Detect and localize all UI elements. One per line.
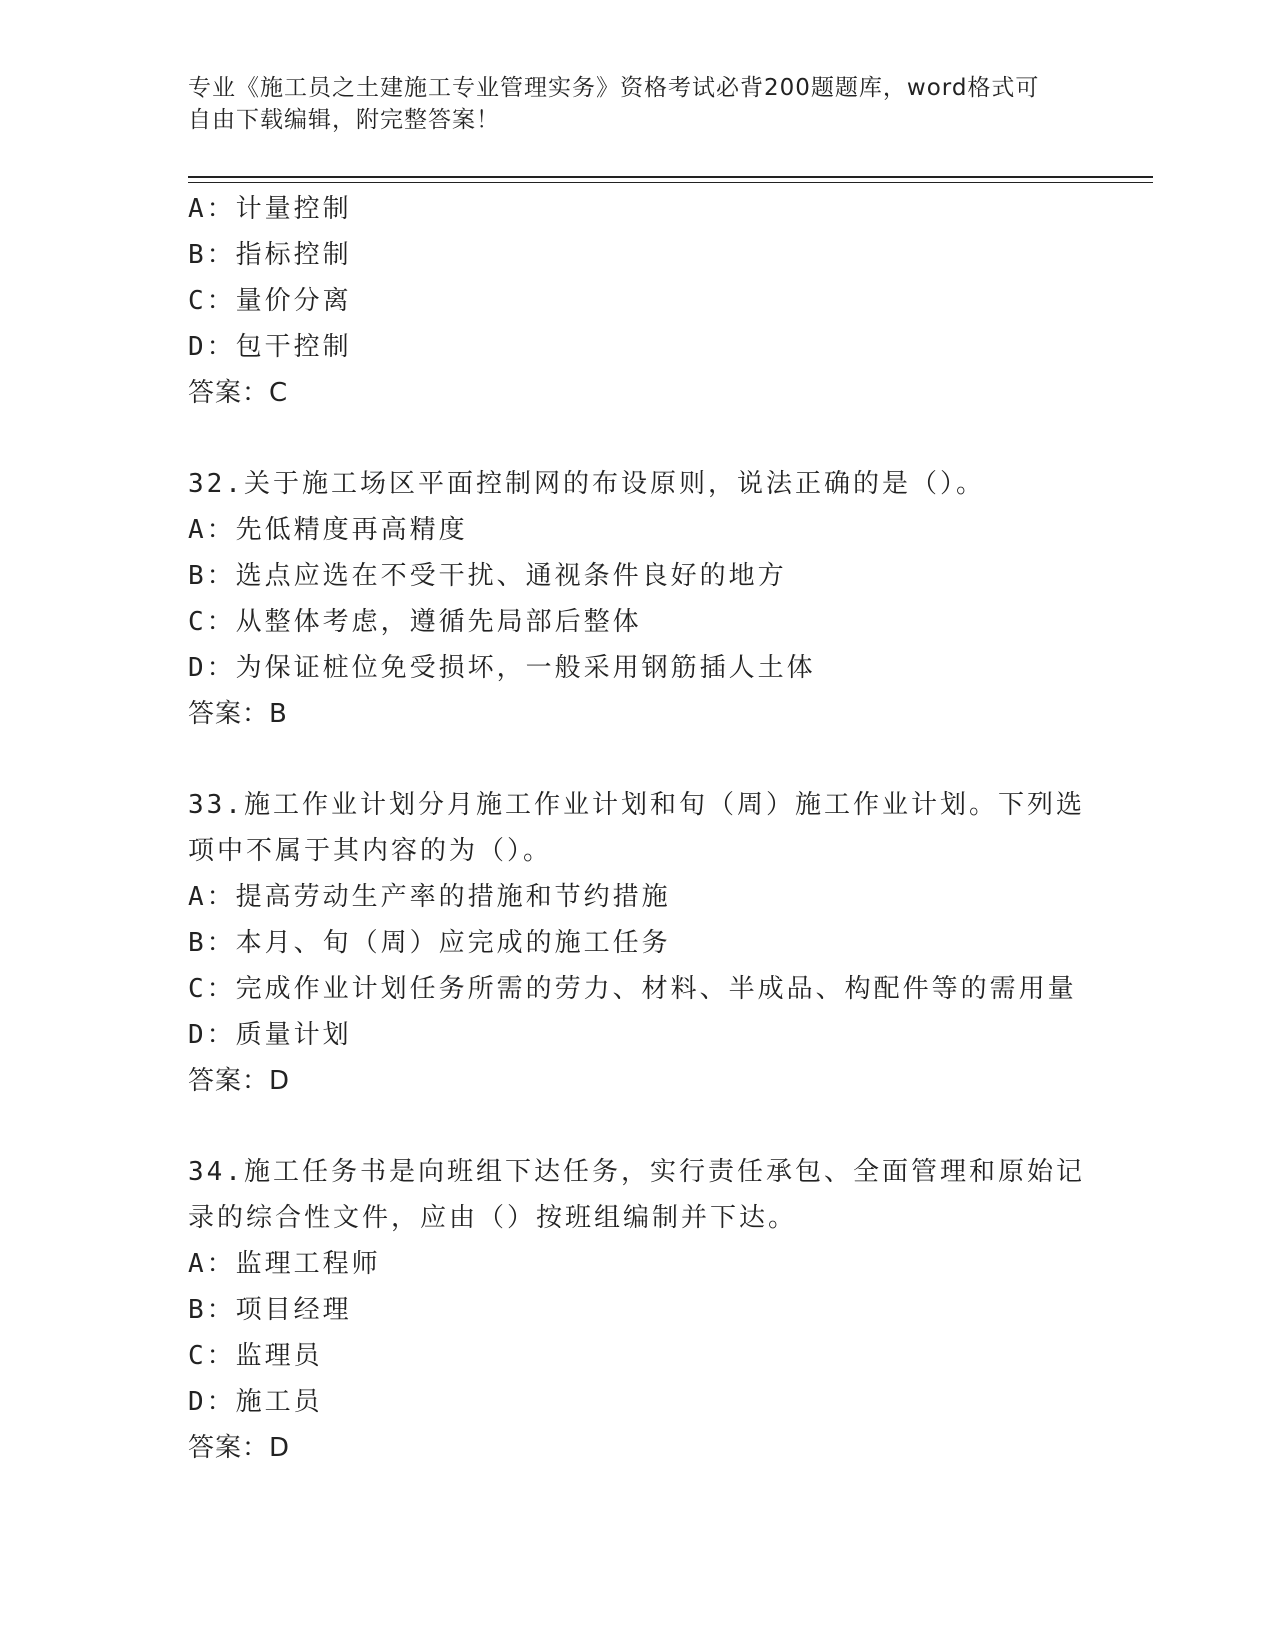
spacer	[188, 737, 1088, 782]
header-line-2: 自由下载编辑，附完整答案！	[188, 107, 500, 133]
option-c: C：量价分离	[188, 286, 352, 316]
spacer	[188, 1104, 1088, 1149]
option-a: A：先低精度再高精度	[188, 515, 468, 545]
option-a: A：计量控制	[188, 194, 352, 224]
header-divider-thick	[188, 176, 1153, 178]
question-33	[188, 782, 1088, 1104]
question-31	[188, 186, 1088, 416]
spacer	[188, 416, 1088, 461]
option-c: C：完成作业计划任务所需的劳力、材料、半成品、构配件等的需用量	[188, 974, 1077, 1004]
answer-line: 答案：C	[188, 378, 289, 408]
option-d: D：为保证桩位免受损坏，一般采用钢筋插人土体	[188, 653, 816, 683]
document-header	[188, 72, 1068, 136]
option-d: D：施工员	[188, 1387, 323, 1417]
option-a: A：监理工程师	[188, 1249, 381, 1279]
question-stem: 32.关于施工场区平面控制网的布设原则，说法正确的是（）。	[188, 469, 985, 499]
question-32	[188, 461, 1088, 737]
question-34	[188, 1149, 1088, 1471]
header-line-1: 专业《施工员之土建施工专业管理实务》资格考试必背200题题库，word格式可	[188, 75, 1040, 101]
option-b: B：本月、旬（周）应完成的施工任务	[188, 928, 671, 958]
question-stem: 33.施工作业计划分月施工作业计划和旬（周）施工作业计划。下列选	[188, 790, 1085, 820]
option-b: B：项目经理	[188, 1295, 352, 1325]
option-b: B：指标控制	[188, 240, 352, 270]
option-c: C：监理员	[188, 1341, 323, 1371]
option-c: C：从整体考虑，遵循先局部后整体	[188, 607, 642, 637]
question-stem: 项中不属于其内容的为（）。	[188, 836, 553, 866]
answer-line: 答案：D	[188, 1066, 291, 1096]
answer-line: 答案：B	[188, 699, 288, 729]
option-a: A：提高劳动生产率的措施和节约措施	[188, 882, 671, 912]
option-b: B：选点应选在不受干扰、通视条件良好的地方	[188, 561, 787, 591]
question-stem: 34.施工任务书是向班组下达任务，实行责任承包、全面管理和原始记	[188, 1157, 1085, 1187]
question-stem: 录的综合性文件，应由（）按班组编制并下达。	[188, 1203, 798, 1233]
option-d: D：质量计划	[188, 1020, 352, 1050]
header-divider-thin	[188, 182, 1153, 183]
answer-line: 答案：D	[188, 1433, 291, 1463]
question-list	[188, 186, 1088, 1471]
option-d: D：包干控制	[188, 332, 352, 362]
